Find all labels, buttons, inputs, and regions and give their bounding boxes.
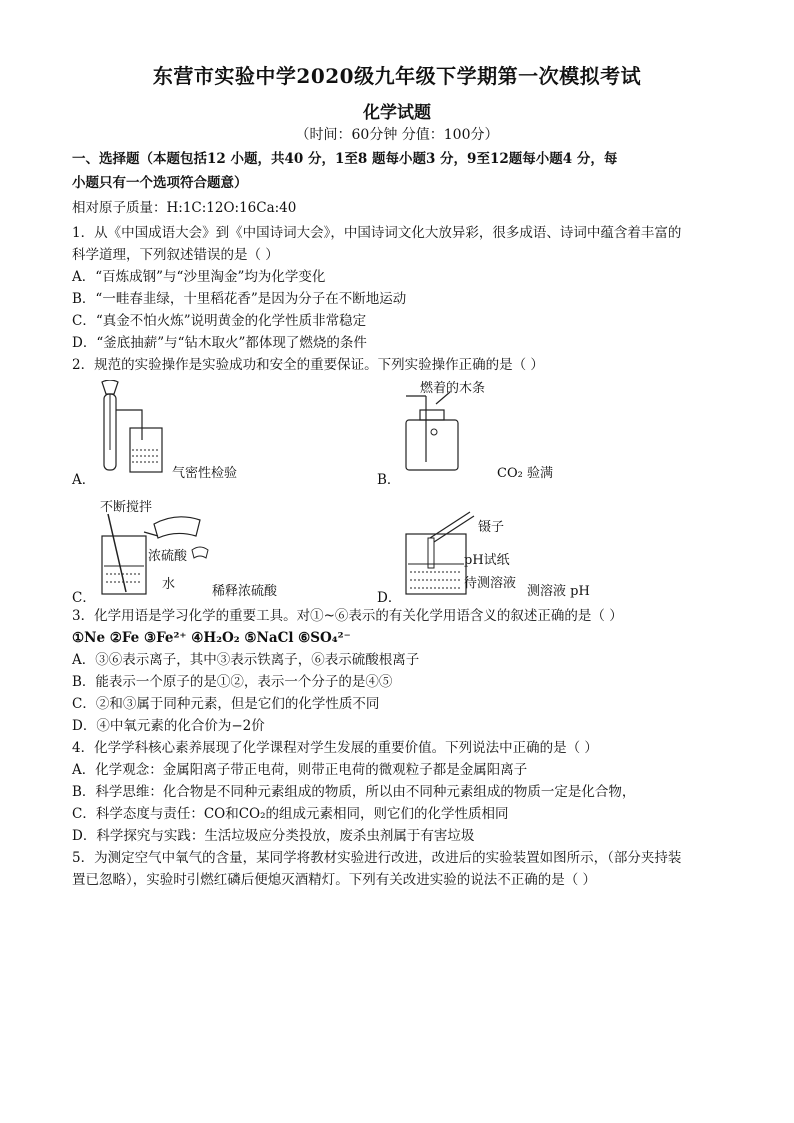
q3-option-a: A．③⑥表示离子，其中③表示铁离子，⑥表示硫酸根离子 (72, 652, 420, 668)
q4-option-d: D．科学探究与实践：生活垃圾应分类投放，废杀虫剂属于有害垃圾 (72, 828, 475, 844)
q4-option-c: C．科学态度与责任：CO和CO₂的组成元素相同，则它们的化学性质相同 (72, 806, 509, 822)
q1-option-d: D．“釜底抽薪”与“钻木取火”都体现了燃烧的条件 (72, 335, 367, 351)
q3-symbols: ①Ne ②Fe ③Fe²⁺ ④H₂O₂ ⑤NaCl ⑥SO₄²⁻ (72, 630, 351, 646)
q2-c-stir-label: 不断搅拌 (100, 500, 153, 515)
q2-d-caption: 测溶液 pH (527, 584, 590, 599)
q2-a-caption: 气密性检验 (172, 466, 238, 481)
q2-b-top-label: 燃着的木条 (420, 381, 486, 396)
q1-option-a: A．“百炼成钢”与“沙里淘金”均为化学变化 (72, 269, 326, 285)
q5-stem: 5．为测定空气中氧气的含量，某同学将教材实验进行改进，改进后的实验装置如图所示，（部分夹持装 (72, 850, 682, 866)
section-heading-cont: 小题只有一个选项符合题意） (72, 175, 248, 191)
exam-subtitle: 化学试题 (363, 103, 431, 123)
q3-option-b: B．能表示一个原子的是①②，表示一个分子的是④⑤ (72, 674, 393, 690)
q2-option-c-label: C． (72, 590, 96, 606)
q2-stem: 2．规范的实验操作是实验成功和安全的重要保证。下列实验操作正确的是（ ） (72, 357, 544, 373)
q1-stem-cont: 科学道理，下列叙述错误的是（ ） (72, 247, 279, 263)
q3-option-c: C．②和③属于同种元素，但是它们的化学性质不同 (72, 696, 380, 712)
q3-stem: 3．化学用语是学习化学的重要工具。对①~⑥表示的有关化学用语含义的叙述正确的是（ ） (72, 608, 623, 624)
atomic-mass: 相对原子质量：H:1C:12O:16Ca:40 (72, 200, 297, 216)
q2-b-caption: CO₂ 验满 (497, 466, 553, 481)
q2-c-water-label: 水 (162, 577, 176, 592)
q2-d-tweezers-label: 镊子 (478, 520, 505, 535)
airtightness-apparatus-figure (92, 380, 182, 476)
section-heading: 一、选择题（本题包括12 小题，共40 分，1至8 题每小题3 分，9至12题每小题4 分，每 (72, 151, 618, 167)
q2-option-b-label: B． (377, 472, 401, 488)
q4-option-b: B．科学思维：化合物是不同种元素组成的物质，所以由不同种元素组成的物质一定是化合物， (72, 784, 636, 800)
q5-stem-cont: 置已忽略），实验时引燃红磷后便熄灭酒精灯。下列有关改进实验的说法不正确的是（ ） (72, 872, 597, 888)
q2-c-acid-label: 浓硫酸 (148, 549, 188, 564)
q1-stem: 1．从《中国成语大会》到《中国诗词大会》，中国诗词文化大放异彩，很多成语、诗词中蕴含着丰富的 (72, 225, 682, 241)
exam-title: 东营市实验中学2020级九年级下学期第一次模拟考试 (152, 64, 642, 88)
q4-option-a: A．化学观念：金属阳离子带正电荷，则带正电荷的微观粒子都是金属阳离子 (72, 762, 528, 778)
q1-option-b: B．“一畦春韭绿，十里稻花香”是因为分子在不断地运动 (72, 291, 407, 307)
co2-collection-figure (400, 392, 470, 474)
q2-option-a-label: A． (72, 472, 96, 488)
time-info: （时间：60分钟 分值：100分） (295, 127, 499, 143)
q3-option-d: D．④中氧元素的化合价为−2价 (72, 718, 265, 734)
q2-d-liquid-label: 待测溶液 (464, 576, 517, 591)
q2-option-d-label: D． (377, 590, 402, 606)
q4-stem: 4．化学学科核心素养展现了化学课程对学生发展的重要价值。下列说法中正确的是（ ） (72, 740, 598, 756)
q2-d-paper-label: pH试纸 (464, 553, 510, 568)
q2-c-caption: 稀释浓硫酸 (212, 584, 278, 599)
q1-option-c: C．“真金不怕火炼”说明黄金的化学性质非常稳定 (72, 313, 367, 329)
